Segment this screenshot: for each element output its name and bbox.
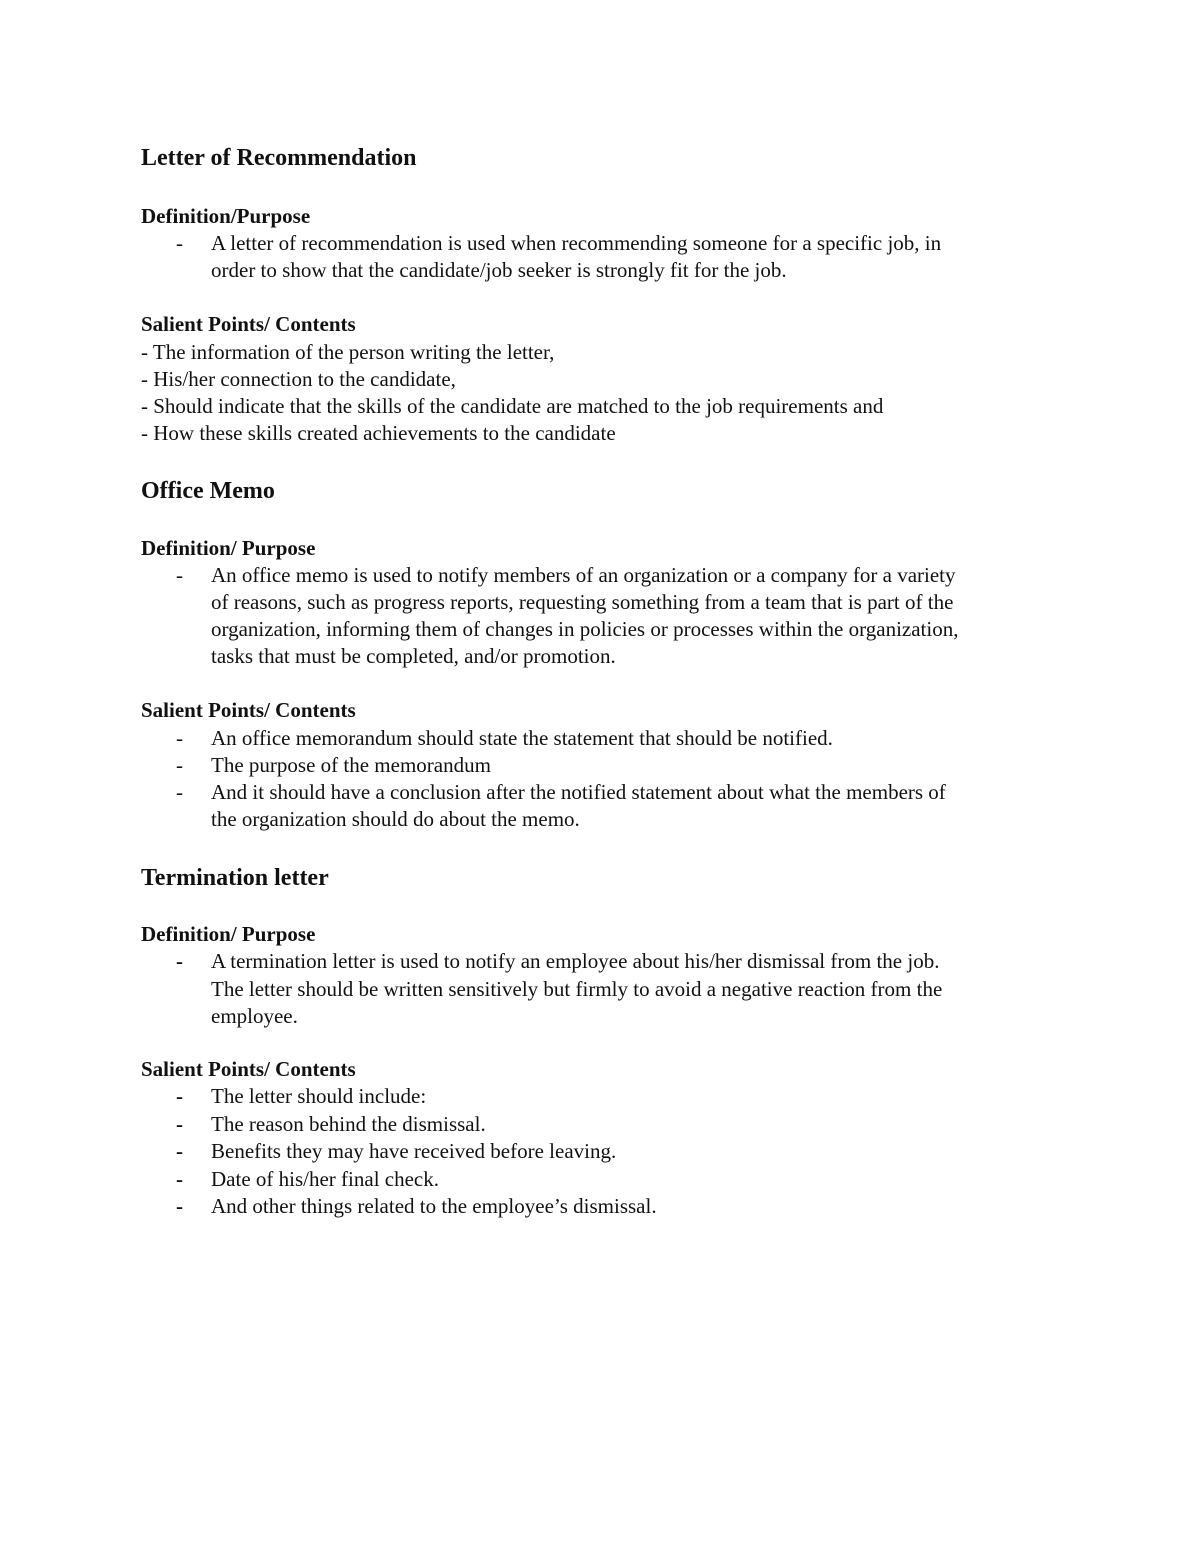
termination-definition-line: The letter should be written sensitively but firmly to avoid a negative reaction from the <box>211 977 943 1001</box>
memo-definition-line: organization, informing them of changes in policies or processes within the organization, <box>211 617 959 641</box>
termination-definition-line: A termination letter is used to notify an employee about his/her dismissal from the job. <box>211 949 940 973</box>
termination-points-heading: Salient Points/ Contents <box>141 1057 356 1081</box>
bullet-dash: - <box>176 949 183 973</box>
recommendation-points-heading: Salient Points/ Contents <box>141 312 356 336</box>
bullet-dash: - <box>176 1112 183 1136</box>
termination-definition-line: employee. <box>211 1004 298 1028</box>
bullet-dash: - <box>176 563 183 587</box>
memo-definition-line: tasks that must be completed, and/or promotion. <box>211 644 616 668</box>
termination-definition-heading: Definition/ Purpose <box>141 922 316 946</box>
recommendation-point: - How these skills created achievements to the candidate <box>141 421 616 445</box>
termination-point: The reason behind the dismissal. <box>211 1112 486 1136</box>
bullet-dash: - <box>176 780 183 804</box>
section-title-memo: Office Memo <box>141 478 275 504</box>
recommendation-definition-heading: Definition/Purpose <box>141 204 311 228</box>
recommendation-definition-line: A letter of recommendation is used when recommending someone for a specific job, in <box>211 231 942 255</box>
memo-definition-line: An office memo is used to notify members of an organization or a company for a variety <box>211 563 956 587</box>
recommendation-point: - The information of the person writing the letter, <box>141 340 555 364</box>
bullet-dash: - <box>176 1167 183 1191</box>
recommendation-point: - His/her connection to the candidate, <box>141 367 456 391</box>
bullet-dash: - <box>176 1084 183 1108</box>
termination-point: And other things related to the employee’s dismissal. <box>211 1194 657 1218</box>
bullet-dash: - <box>176 1139 183 1163</box>
bullet-dash: - <box>176 231 183 255</box>
section-title-termination: Termination letter <box>141 865 329 891</box>
memo-definition-line: of reasons, such as progress reports, requesting something from a team that is part of the <box>211 590 954 614</box>
memo-point: And it should have a conclusion after the notified statement about what the members of <box>211 780 946 804</box>
recommendation-point: - Should indicate that the skills of the candidate are matched to the job requirements and <box>141 394 884 418</box>
recommendation-definition-line: order to show that the candidate/job seeker is strongly fit for the job. <box>211 258 787 282</box>
memo-definition-heading: Definition/ Purpose <box>141 536 316 560</box>
termination-point: Date of his/her final check. <box>211 1167 439 1191</box>
bullet-dash: - <box>176 753 183 777</box>
memo-point: the organization should do about the memo. <box>211 807 580 831</box>
bullet-dash: - <box>176 726 183 750</box>
memo-point: An office memorandum should state the statement that should be notified. <box>211 726 833 750</box>
section-title-recommendation: Letter of Recommendation <box>141 145 417 171</box>
memo-point: The purpose of the memorandum <box>211 753 491 777</box>
memo-points-heading: Salient Points/ Contents <box>141 698 356 722</box>
bullet-dash: - <box>176 1194 183 1218</box>
termination-point: Benefits they may have received before leaving. <box>211 1139 617 1163</box>
termination-point: The letter should include: <box>211 1084 427 1108</box>
